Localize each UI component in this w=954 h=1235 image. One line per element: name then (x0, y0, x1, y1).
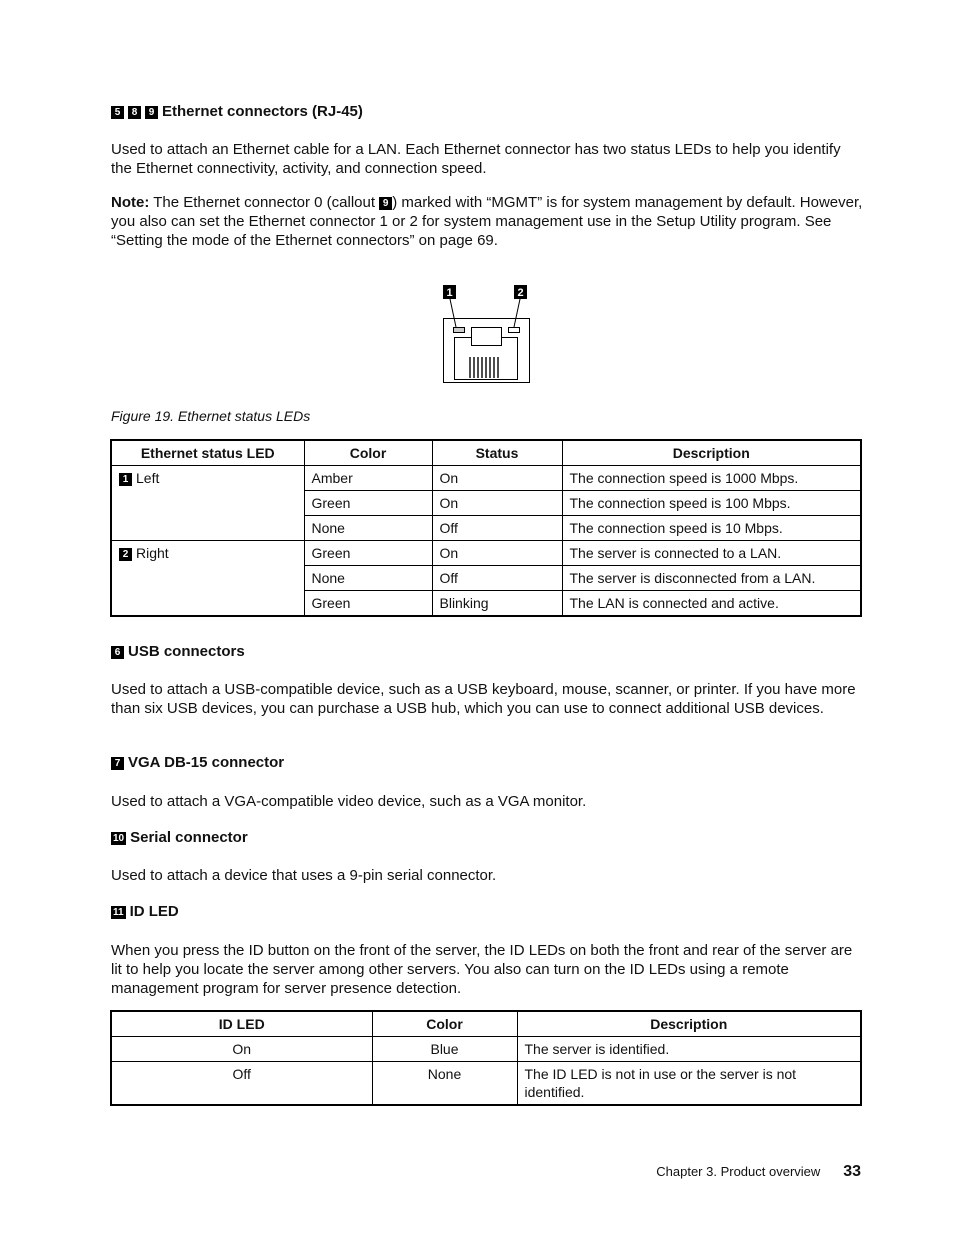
description-cell: The connection speed is 10 Mbps. (562, 516, 861, 541)
callout-badge: 8 (128, 106, 141, 119)
leader-line-left (450, 299, 456, 327)
table-row (111, 1062, 861, 1106)
callout-badge: 1 (119, 473, 132, 486)
led-state-cell: Off (111, 1062, 372, 1106)
vga-paragraph: Used to attach a VGA-compatible video device, such as a VGA monitor. (111, 793, 587, 810)
ethernet-paragraph: Used to attach an Ethernet cable for a LAN. Each Ethernet connector has two status LEDs to help you identify the Ethernet connectivity, activity, and connection speed. (111, 141, 841, 177)
led-right (509, 328, 520, 333)
figure-caption: Figure 19. Ethernet status LEDs (111, 408, 311, 424)
description-cell: The LAN is connected and active. (562, 591, 861, 617)
table-row (111, 541, 861, 566)
status-cell: Off (432, 516, 562, 541)
header-cell: Ethernet status LED (111, 440, 304, 466)
serial-heading-text: Serial connector (130, 829, 248, 846)
status-cell: Blinking (432, 591, 562, 617)
idled-paragraph: When you press the ID button on the front of the server, the ID LEDs on both the front and rear of the server are lit to help you locate the server among other servers. You also can turn on the ID LEDs using a remote management program for server presence detection. (111, 942, 853, 997)
color-cell: Green (304, 541, 432, 566)
header-cell: Description (517, 1011, 861, 1037)
note-label: Note: (111, 194, 150, 211)
serial-heading (111, 829, 248, 847)
callout-label-right: 2 (517, 287, 524, 299)
led-cell-left (111, 466, 304, 541)
id-led-table (110, 1010, 862, 1106)
header-cell: Status (432, 440, 562, 466)
idled-heading (111, 903, 179, 921)
header-cell: Color (304, 440, 432, 466)
note-text-after: ) marked with “MGMT” is for system management by default. However, you also can set the Ethernet connector 1 or 2 for system management use in the Setup Utility program. See “Setting the mode of the Ethernet connectors” on page 69. (111, 194, 863, 249)
page-number: 33 (843, 1163, 861, 1180)
description-cell: The connection speed is 100 Mbps. (562, 491, 861, 516)
description-cell: The server is disconnected from a LAN. (562, 566, 861, 591)
led-label: Right (136, 545, 169, 561)
status-cell: On (432, 466, 562, 491)
vga-heading-text: VGA DB-15 connector (128, 754, 285, 771)
ethernet-heading-text: Ethernet connectors (RJ-45) (162, 103, 363, 120)
ethernet-note (111, 193, 863, 250)
callout-badge: 5 (111, 106, 124, 119)
table-row (111, 1037, 861, 1062)
color-cell: Blue (372, 1037, 517, 1062)
ethernet-heading (111, 103, 363, 121)
callout-badge: 10 (113, 833, 125, 844)
description-cell: The server is identified. (517, 1037, 861, 1062)
description-cell: The ID LED is not in use or the server is not identified. (517, 1062, 861, 1106)
callout-badge: 2 (119, 548, 132, 561)
leader-line-right (514, 299, 520, 327)
table-header-row (111, 440, 861, 466)
color-cell: None (304, 516, 432, 541)
led-label: Left (136, 470, 160, 486)
led-cell-right (111, 541, 304, 617)
idled-heading-text: ID LED (129, 903, 179, 920)
header-cell: Color (372, 1011, 517, 1037)
usb-heading (111, 643, 245, 661)
status-cell: On (432, 491, 562, 516)
color-cell: Green (304, 491, 432, 516)
footer-chapter: Chapter 3. Product overview (656, 1164, 821, 1179)
port-pins (470, 357, 498, 378)
status-cell: On (432, 541, 562, 566)
header-cell: Description (562, 440, 861, 466)
callout-badge: 7 (111, 757, 124, 770)
color-cell: Amber (304, 466, 432, 491)
status-cell: Off (432, 566, 562, 591)
port-latch (472, 328, 502, 346)
color-cell: Green (304, 591, 432, 617)
callout-label-left: 1 (446, 287, 453, 299)
vga-heading (111, 754, 284, 772)
page-footer (656, 1163, 861, 1181)
note-text-before: The Ethernet connector 0 (callout (149, 194, 380, 211)
led-left (454, 328, 465, 333)
callout-badge: 6 (111, 646, 124, 659)
led-state-cell: On (111, 1037, 372, 1062)
callout-badge: 11 (113, 907, 124, 918)
rj45-port-figure (440, 284, 535, 386)
description-cell: The connection speed is 1000 Mbps. (562, 466, 861, 491)
usb-heading-text: USB connectors (128, 643, 245, 660)
header-cell: ID LED (111, 1011, 372, 1037)
callout-badge: 9 (145, 106, 158, 119)
description-cell: The server is connected to a LAN. (562, 541, 861, 566)
callout-badge: 9 (379, 197, 392, 210)
usb-paragraph: Used to attach a USB-compatible device, such as a USB keyboard, mouse, scanner, or printer. If you have more than six USB devices, you can purchase a USB hub, which you can use to connect additional USB devices. (111, 681, 856, 717)
table-header-row (111, 1011, 861, 1037)
color-cell: None (372, 1062, 517, 1106)
table-row (111, 466, 861, 491)
serial-paragraph: Used to attach a device that uses a 9-pin serial connector. (111, 867, 497, 884)
ethernet-status-table (110, 439, 862, 617)
color-cell: None (304, 566, 432, 591)
